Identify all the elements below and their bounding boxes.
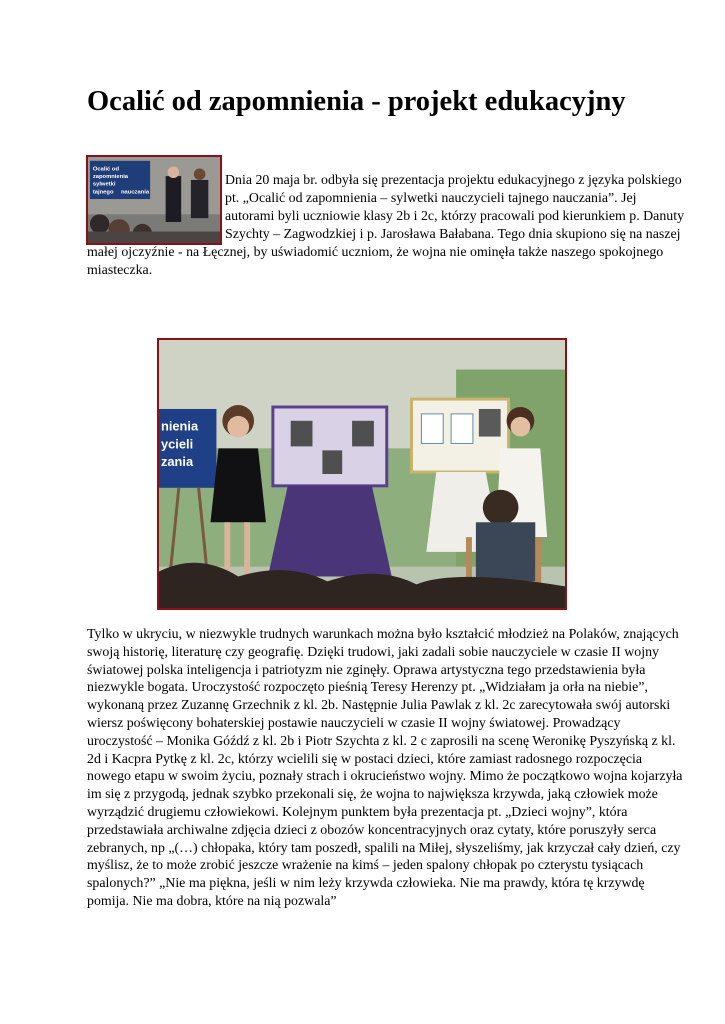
small-banner-line-5: nauczania — [121, 189, 150, 196]
small-banner-line-1: Ocalić od — [92, 166, 120, 173]
body-paragraph: Tylko w ukryciu, w niezwykle trudnych warunkach można było kształcić młodzież na Polaków, znających swoją historię, literaturę czy geografię. Dzięki trudowi, jaki zadali sobie nauczyciele w czasie II wojny światowej polska inteligencja i patriotyzm nie zginęły. Oprawa artystyczna tego przedstawienia była niezwykle bogata. Uroczystość rozpoczęto pieśnią Teresy Herenzy pt. „Widziałam ja orła na niebie”, wykonaną przez Zuzannę Grzechnik z kl. 2b. Następnie Julia Pawlak z kl. 2c zarecytowała swój autorski wiersz poświęcony bohaterskiej postawie nauczycieli w czasie II wojny światowej. Prowadzący uroczystość – Monika Góźdź z kl. 2b i Piotr Szychta z kl. 2 c zaprosili na scenę Weronikę Pyszyńską z kl. 2d i Kacpra Pytkę z kl. 2c, którzy wcielili się w postaci dzieci, które zamiast radosnego rozpoczęcia nowego etapu w swoim życiu, poznały strach i okrucieństwo wojny. Mimo że początkowo wojna kojarzyła im się z przygodą, jednak szybko przekonali się, że wojna to największa krzywda, jaką człowiek może wyrządzić drugiemu człowiekowi. Kolejnym punktem była prezentacja pt. „Dzieci wojny”, która przedstawiała archiwalne zdjęcia dzieci z obozów koncentracyjnych oraz cytaty, które poruszyły serca zebranych, np „(…) chłopaka, który tam poszedł, spalili na Miłej, słyszeliśmy, jak krzyczał cały dzień, czy myślisz, że to może zrobić jeszcze wrażenie na kimś – jeden spalony chłopak po czterystu tysiącach spalonych?” „Nie ma piękna, jeśli w nim leży krzywda człowieka. Nie ma prawdy, która tę krzywdę pomija. Nie ma dobra, które na nią pozwala” — [87, 627, 683, 909]
presentation-photo-large-image — [159, 340, 565, 608]
large-banner-line-2: ycieli — [160, 436, 194, 452]
presentation-photo-large — [157, 338, 567, 610]
large-banner-line-1: nienia — [160, 418, 199, 434]
intro-paragraph — [87, 172, 687, 280]
small-banner-line-3: sylwetki — [92, 181, 116, 188]
intro-text: Dnia 20 maja br. odbyła się prezentacja projektu edukacyjnego z języka polskiego pt. „Ocalić od zapomnienia – sylwetki nauczycieli tajnego nauczania”. Jej autorami byli uczniowie klasy 2b i 2c, którzy pracowali pod kierunkiem p. Danuty Szychty – Zagwodzkiej i p. Jarosława Bałabana. Tego dnia skupiono się na naszej małej ojczyźnie - na Łęcznej, by uświadomić uczniom, że wojna nie ominęła także naszego spokojnego miasteczka. — [87, 173, 685, 278]
small-banner-line-4: tajnego — [92, 189, 114, 196]
large-banner-line-3: zania — [160, 454, 194, 470]
float-spacer — [87, 172, 225, 244]
small-banner-line-2: zapomnienia — [92, 174, 129, 181]
article-title: Ocalić od zapomnienia - projekt edukacyjny — [87, 86, 626, 117]
